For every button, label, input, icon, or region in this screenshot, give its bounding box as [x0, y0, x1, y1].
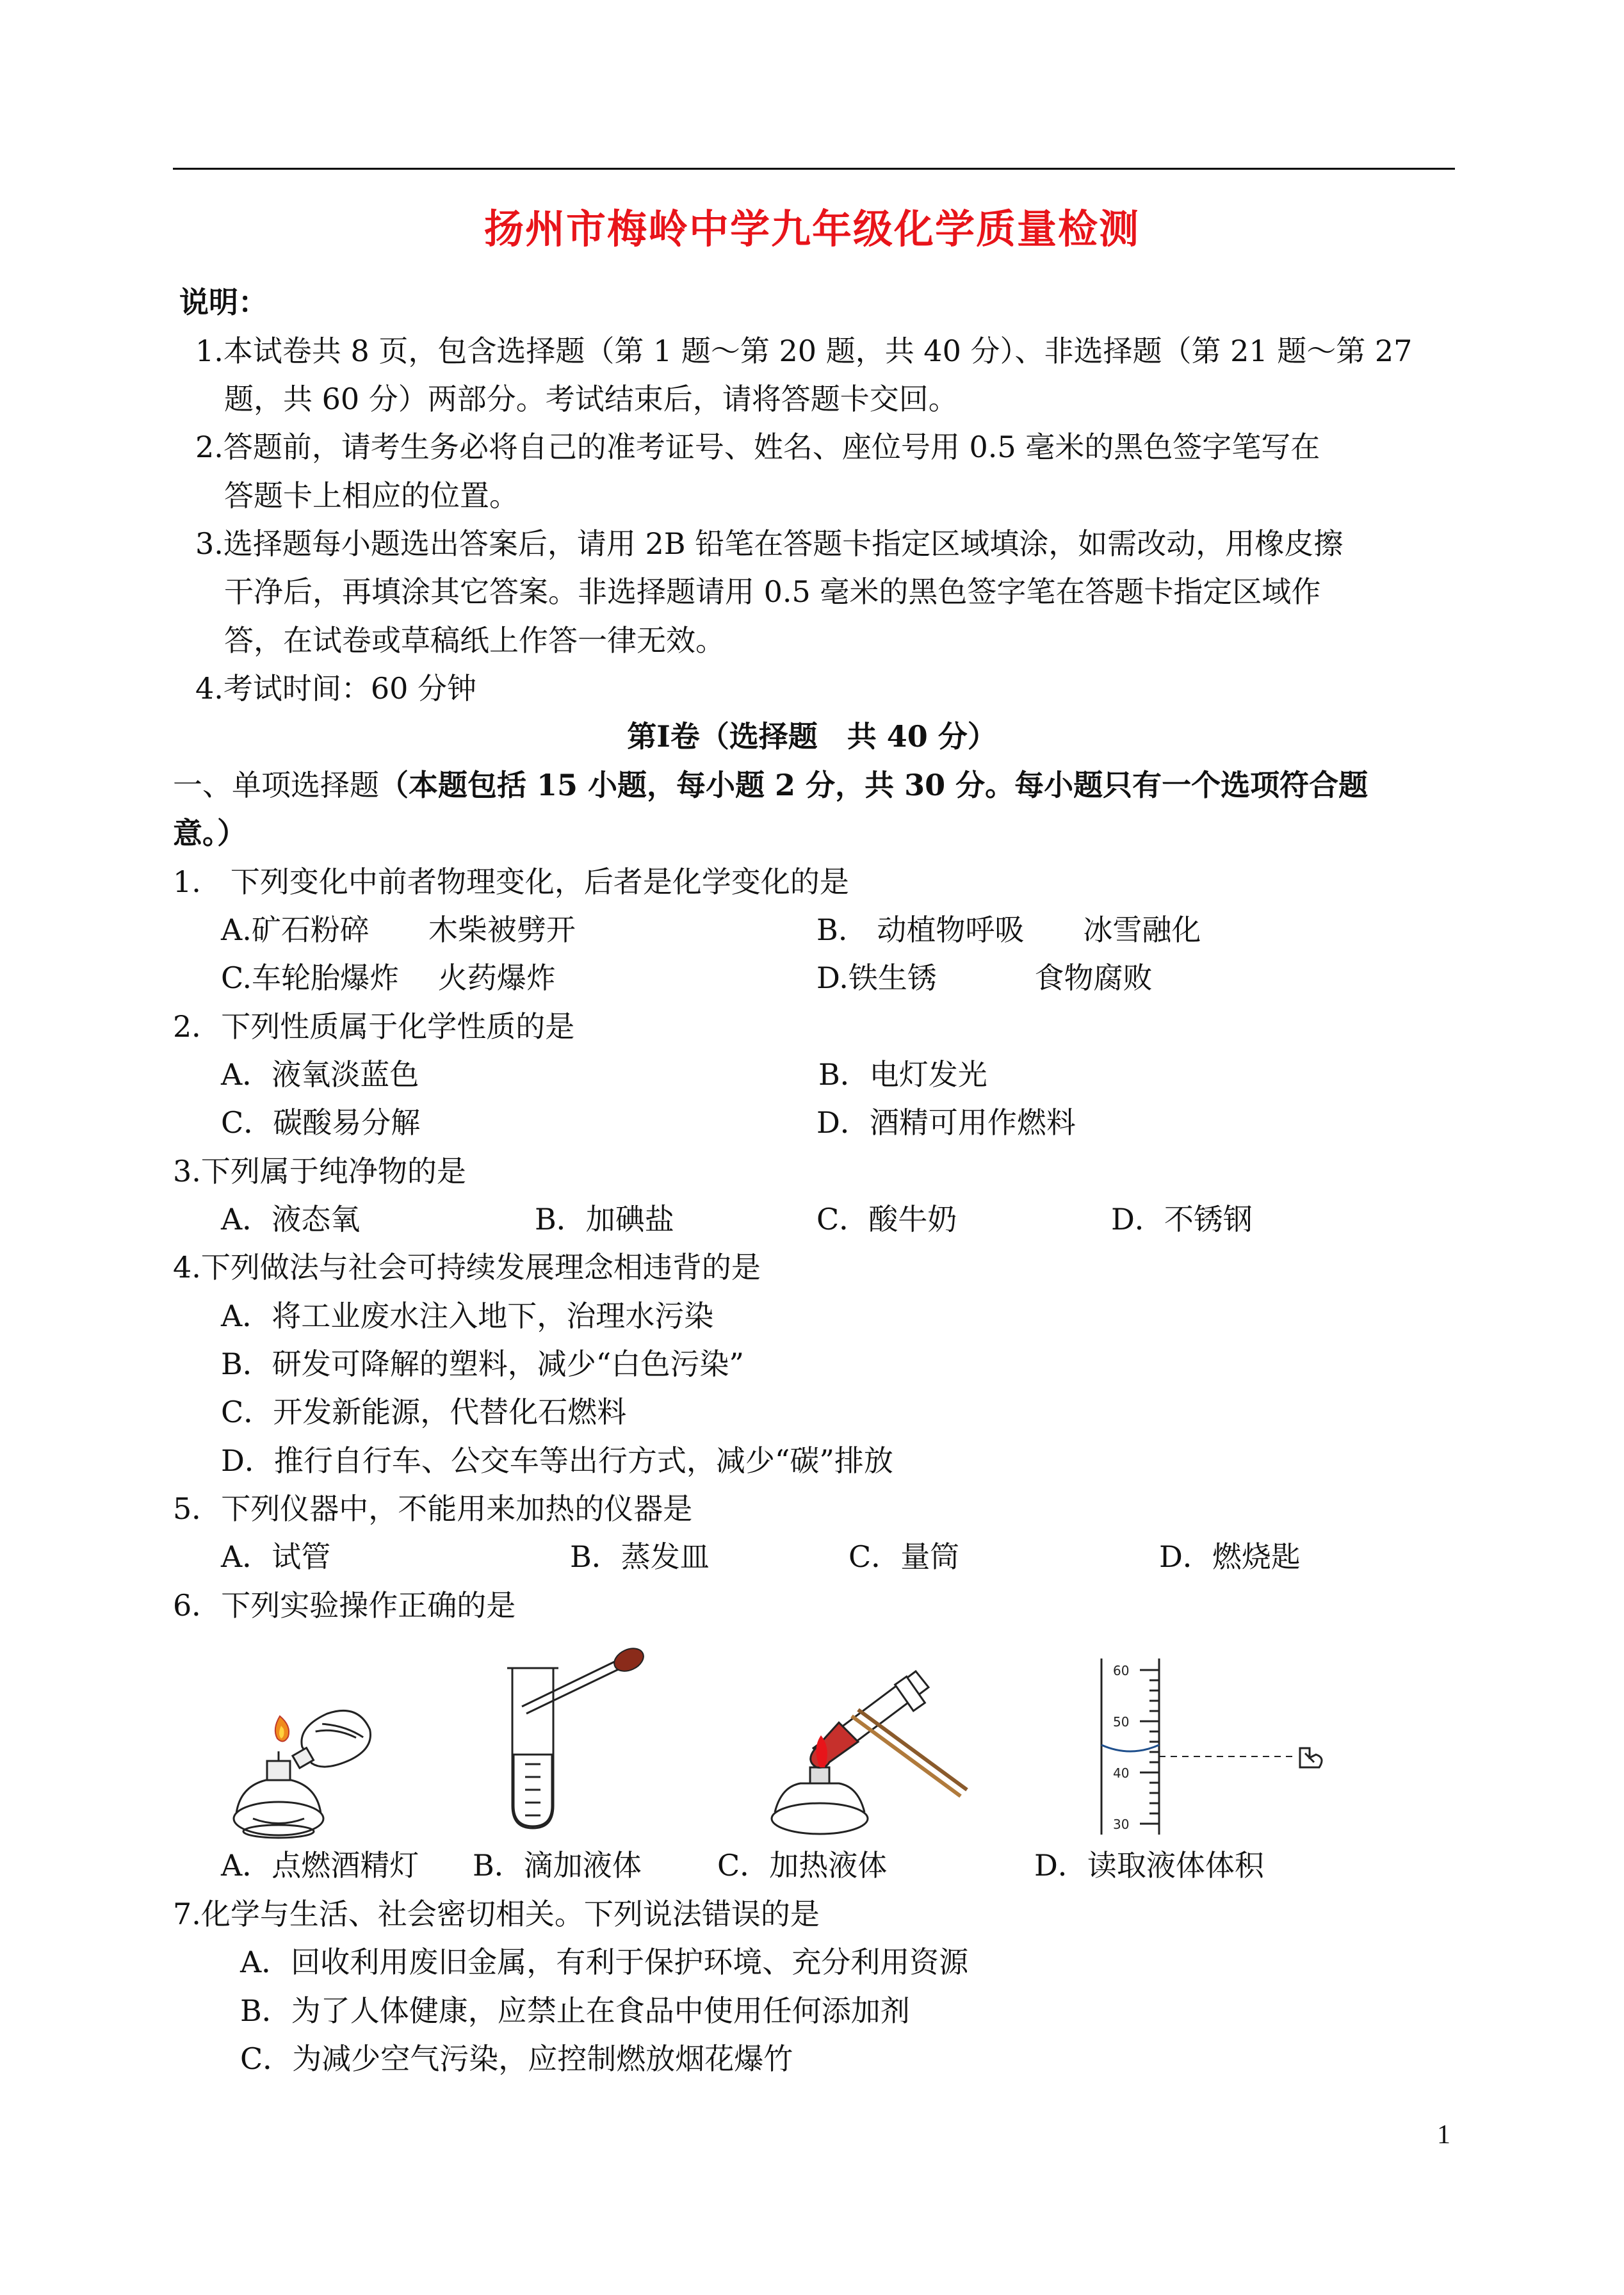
question-stem: 4.下列做法与社会可持续发展理念相违背的是	[173, 1250, 761, 1285]
cylinder-tick-label: 50	[1113, 1714, 1130, 1730]
option-c: C．碳酸易分解	[221, 1105, 421, 1140]
option-b: B．研发可降解的塑料，减少“白色污染”	[221, 1347, 744, 1381]
option-d: D.铁生锈 食物腐败	[816, 961, 1153, 995]
instruction-line: 干净后，再填涂其它答案。非选择题请用 0.5 毫米的黑色签字笔在答题卡指定区域作	[224, 574, 1321, 609]
section-prefix: 一、单项选择题	[173, 768, 379, 802]
option-d: D．燃烧匙	[1159, 1539, 1301, 1574]
instruction-line: 答题卡上相应的位置。	[224, 478, 519, 513]
option-b: B．滴加液体	[473, 1848, 642, 1883]
option-a: A．液态氧	[221, 1202, 361, 1237]
option-c: C.车轮胎爆炸 火药爆炸	[221, 961, 556, 995]
option-a: A．将工业废水注入地下，治理水污染	[221, 1299, 714, 1333]
option-c: C．酸牛奶	[816, 1202, 957, 1237]
instruction-line: 2.答题前，请考生务必将自己的准考证号、姓名、座位号用 0.5 毫米的黑色签字笔写在	[195, 430, 1320, 464]
option-d: D．读取液体体积	[1034, 1848, 1264, 1883]
instruction-line: 3.选择题每小题选出答案后，请用 2B 铅笔在答题卡指定区域填涂，如需改动，用橡皮擦	[195, 526, 1344, 561]
option-c: C．开发新能源，代替化石燃料	[221, 1395, 627, 1429]
part-heading: 第Ⅰ卷（选择题 共 40 分）	[627, 719, 997, 754]
option-a: A．试管	[221, 1539, 331, 1574]
cylinder-tick-label: 40	[1113, 1765, 1130, 1781]
option-b: B．电灯发光	[818, 1057, 987, 1092]
question-stem: 7.化学与生活、社会密切相关。下列说法错误的是	[173, 1897, 820, 1931]
cylinder-tick-label: 60	[1113, 1663, 1130, 1678]
graduated-cylinder-illustration	[1089, 1652, 1358, 1844]
question-stem: 6．下列实验操作正确的是	[173, 1588, 516, 1623]
option-d: D．推行自行车、公交车等出行方式，减少“碳”排放	[221, 1443, 893, 1478]
question-stem: 1. 下列变化中前者物理变化，后者是化学变化的是	[173, 864, 849, 899]
instruction-line: 答，在试卷或草稿纸上作答一律无效。	[224, 623, 725, 658]
instruction-line: 1.本试卷共 8 页，包含选择题（第 1 题～第 20 题，共 40 分）、非选择题（第 21 题～第 27	[195, 334, 1413, 368]
question-stem: 2．下列性质属于化学性质的是	[173, 1009, 575, 1044]
section-note-line2: 意。）	[173, 816, 247, 850]
instructions-heading: 说明：	[179, 285, 268, 320]
alcohol-lamp-lighting-illustration	[227, 1691, 381, 1844]
option-c: C．为减少空气污染，应控制燃放烟花爆竹	[240, 2041, 793, 2076]
option-a: A．液氧淡蓝色	[221, 1057, 419, 1092]
option-a: A．点燃酒精灯	[221, 1848, 419, 1883]
option-b: B．蒸发皿	[570, 1539, 710, 1574]
heating-test-tube-illustration	[756, 1652, 973, 1844]
section-heading	[173, 766, 1368, 804]
instruction-line: 题，共 60 分）两部分。考试结束后，请将答题卡交回。	[224, 382, 958, 416]
top-rule	[173, 168, 1455, 170]
page-title: 扬州市梅岭中学九年级化学质量检测	[483, 206, 1140, 252]
question-stem: 3.下列属于纯净物的是	[173, 1154, 466, 1188]
page-number: 1	[1437, 2120, 1450, 2150]
instruction-line: 4.考试时间：60 分钟	[195, 671, 477, 706]
option-d: D．不锈钢	[1111, 1202, 1253, 1237]
option-b: B．为了人体健康，应禁止在食品中使用任何添加剂	[240, 1993, 910, 2028]
dropper-test-tube-illustration	[499, 1646, 653, 1838]
option-a: A.矿石粉碎 木柴被劈开	[221, 912, 576, 947]
option-c: C．量筒	[849, 1539, 960, 1574]
option-b: B. 动植物呼吸 冰雪融化	[816, 912, 1201, 947]
option-a: A．回收利用废旧金属，有利于保护环境、充分利用资源	[240, 1945, 969, 1979]
option-b: B．加碘盐	[535, 1202, 674, 1237]
cylinder-tick-label: 30	[1113, 1817, 1130, 1832]
question-stem: 5．下列仪器中，不能用来加热的仪器是	[173, 1491, 693, 1526]
section-note: （本题包括 15 小题，每小题 2 分，共 30 分。每小题只有一个选项符合题	[379, 768, 1368, 802]
option-c: C．加热液体	[717, 1848, 888, 1883]
option-d: D．酒精可用作燃料	[816, 1105, 1076, 1140]
